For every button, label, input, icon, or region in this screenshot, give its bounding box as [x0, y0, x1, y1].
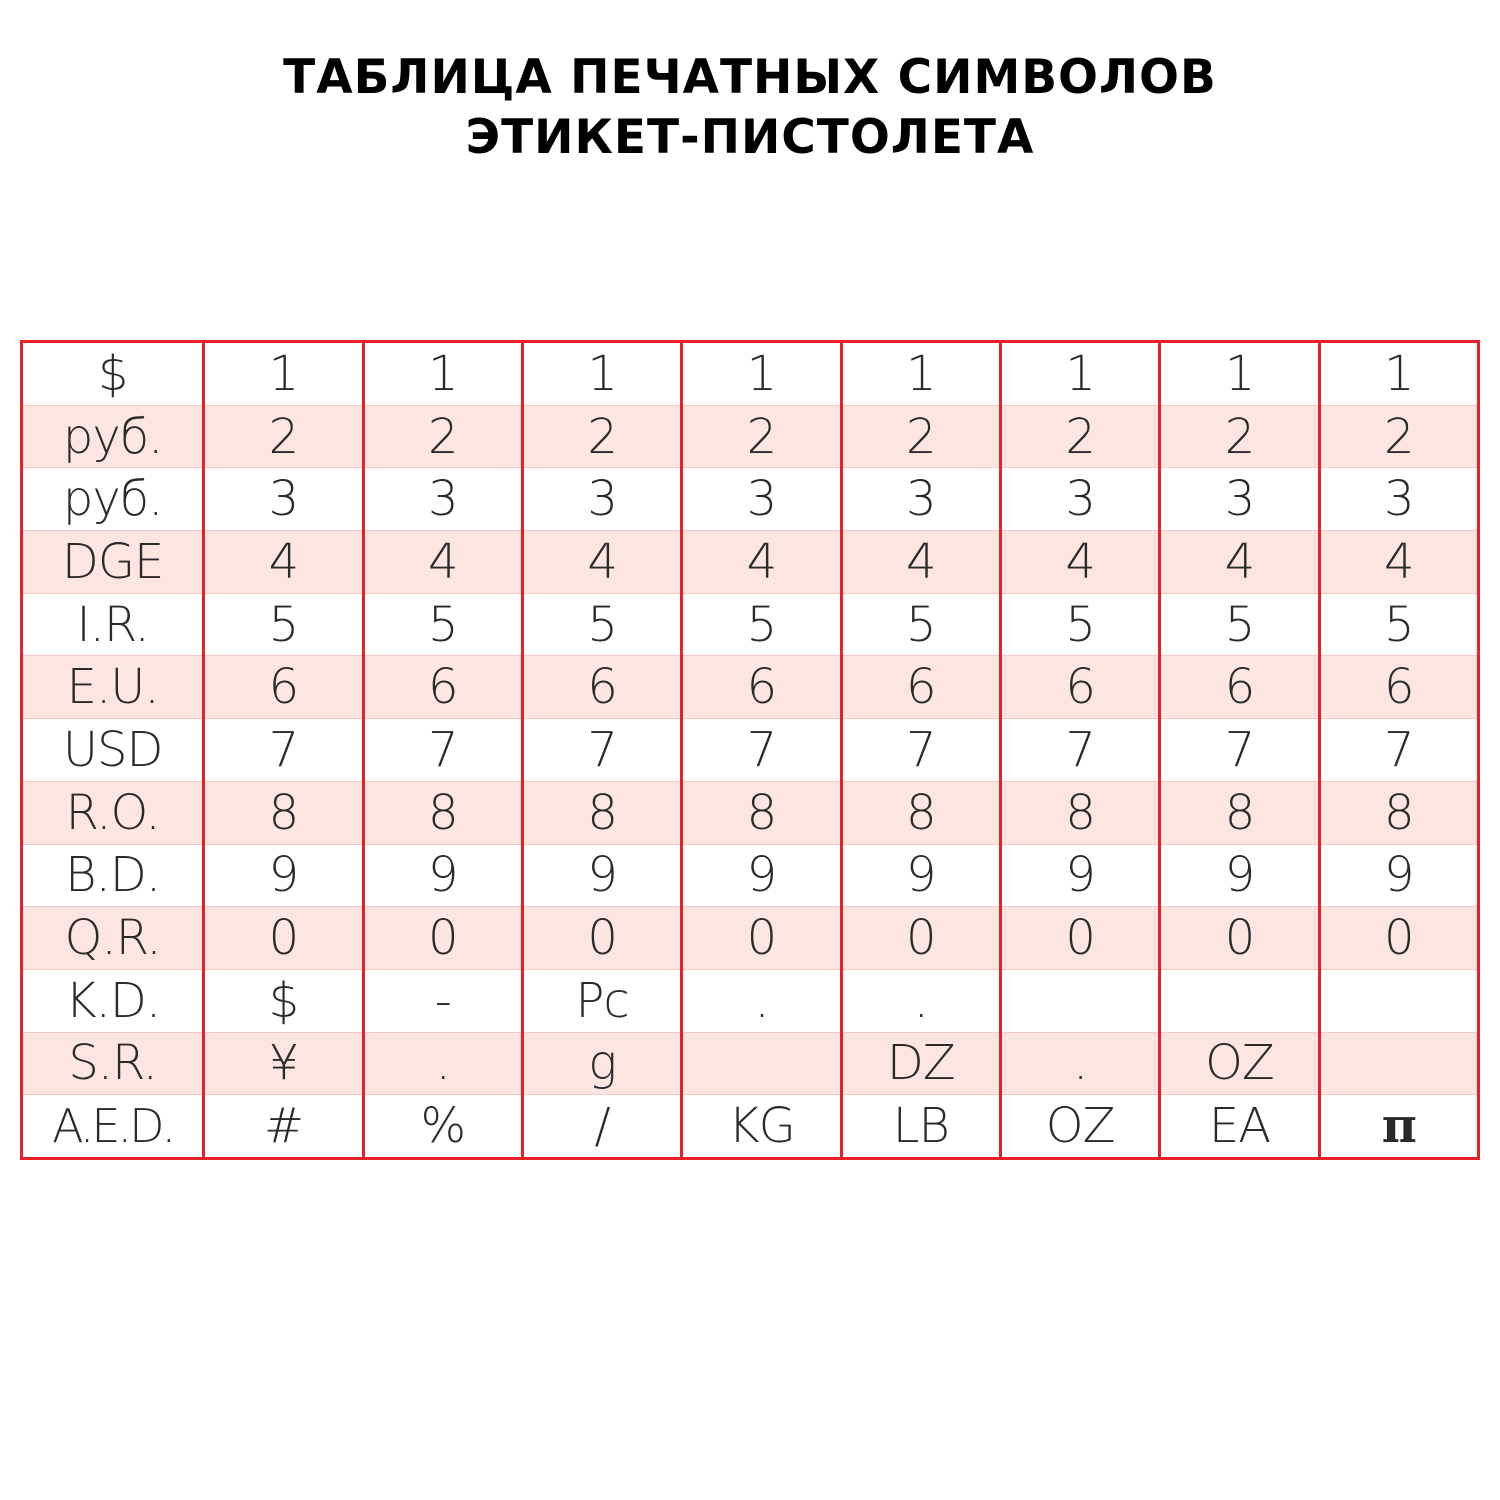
table-cell: 1 — [524, 343, 680, 406]
table-cell: 1 — [1321, 343, 1477, 406]
table-cell: $ — [23, 343, 202, 406]
table-cell — [1321, 970, 1477, 1033]
table-cell: π — [1381, 1098, 1416, 1155]
table-cell: 5 — [683, 594, 839, 657]
symbol-column-4 — [680, 343, 839, 1157]
table-cell: Q.R. — [23, 907, 202, 970]
table-cell: 9 — [1321, 845, 1477, 908]
table-cell: 8 — [1321, 782, 1477, 845]
table-cell: 7 — [205, 719, 361, 782]
table-cell: 6 — [683, 656, 839, 719]
table-cell: 1 — [365, 343, 521, 406]
table-cell: 7 — [1002, 719, 1158, 782]
table-cell: 0 — [524, 907, 680, 970]
table-cell: . — [843, 970, 999, 1033]
table-cell: 0 — [1161, 907, 1317, 970]
table-cell: 3 — [1321, 468, 1477, 531]
table-cell: DGE — [23, 531, 202, 594]
table-cell: руб. — [23, 406, 202, 469]
table-cell: 9 — [205, 845, 361, 908]
table-cell: - — [365, 970, 521, 1033]
table-cell: 3 — [683, 468, 839, 531]
table-cell: 0 — [683, 907, 839, 970]
table-cell: 6 — [843, 656, 999, 719]
table-cell: 5 — [524, 594, 680, 657]
table-cell: 2 — [1161, 406, 1317, 469]
table-cell: 5 — [1321, 594, 1477, 657]
table-cell: 2 — [524, 406, 680, 469]
table-cell: $ — [205, 970, 361, 1033]
table-cell: S.R. — [23, 1033, 202, 1096]
symbol-column-5 — [840, 343, 999, 1157]
table-cell: 3 — [365, 468, 521, 531]
table-cell: 7 — [683, 719, 839, 782]
table-cell: 4 — [1161, 531, 1317, 594]
table-cell: 4 — [365, 531, 521, 594]
table-cell: 7 — [524, 719, 680, 782]
symbol-table — [20, 340, 1480, 1160]
table-cell: 3 — [524, 468, 680, 531]
table-cell: 3 — [205, 468, 361, 531]
table-cell: 1 — [205, 343, 361, 406]
table-cell: A.E.D. — [52, 1099, 174, 1154]
table-cell: R.O. — [23, 782, 202, 845]
table-cell: 4 — [1002, 531, 1158, 594]
table-cell: 5 — [1002, 594, 1158, 657]
table-cell: 9 — [524, 845, 680, 908]
table-cell: 0 — [1321, 907, 1477, 970]
table-cell: . — [365, 1033, 521, 1096]
table-cell: 0 — [205, 907, 361, 970]
table-cell: 4 — [524, 531, 680, 594]
table-cell: 2 — [365, 406, 521, 469]
table-cell: 0 — [1002, 907, 1158, 970]
table-cell: % — [420, 1098, 466, 1155]
table-cell: 2 — [843, 406, 999, 469]
table-cell: 8 — [683, 782, 839, 845]
table-cell — [683, 1033, 839, 1096]
table-cell: 8 — [1161, 782, 1317, 845]
table-cell: 8 — [205, 782, 361, 845]
symbol-column-3 — [521, 343, 680, 1157]
table-cell: LB — [892, 1098, 949, 1155]
table-cell: 9 — [683, 845, 839, 908]
page-title-line-1: ТАБЛИЦА ПЕЧАТНЫХ СИМВОЛОВ — [283, 50, 1217, 105]
table-cell: 6 — [365, 656, 521, 719]
table-cell: 6 — [1321, 656, 1477, 719]
table-cell: 3 — [843, 468, 999, 531]
table-cell — [1321, 1033, 1477, 1096]
table-cell: 4 — [843, 531, 999, 594]
symbol-column-6 — [999, 343, 1158, 1157]
page-title-line-2: ЭТИКЕТ-ПИСТОЛЕТА — [465, 110, 1035, 165]
table-cell — [1002, 970, 1158, 1033]
table-cell: K.D. — [23, 970, 202, 1033]
table-cell: 1 — [683, 343, 839, 406]
table-cell: # — [263, 1098, 304, 1155]
table-cell: 6 — [205, 656, 361, 719]
table-cell: 9 — [365, 845, 521, 908]
table-cell: 9 — [1002, 845, 1158, 908]
table-cell: 4 — [1321, 531, 1477, 594]
table-cell: . — [683, 970, 839, 1033]
symbol-column-2 — [362, 343, 521, 1157]
table-cell: 5 — [365, 594, 521, 657]
table-cell: OZ — [1161, 1033, 1317, 1096]
table-cell: 4 — [205, 531, 361, 594]
table-cell: 5 — [843, 594, 999, 657]
table-cell: 6 — [1002, 656, 1158, 719]
table-cell: I.R. — [23, 594, 202, 657]
table-cell: 2 — [683, 406, 839, 469]
table-cell: OZ — [1045, 1098, 1115, 1155]
symbol-column-7 — [1158, 343, 1317, 1157]
table-cell: 9 — [1161, 845, 1317, 908]
table-cell: 7 — [365, 719, 521, 782]
table-cell: 3 — [1161, 468, 1317, 531]
table-cell: 4 — [683, 531, 839, 594]
table-cell: 2 — [1321, 406, 1477, 469]
table-cell: 6 — [524, 656, 680, 719]
table-cell: Pc — [524, 970, 680, 1033]
table-cell: EA — [1208, 1098, 1271, 1155]
table-cell — [1161, 970, 1317, 1033]
table-cell: E.U. — [23, 656, 202, 719]
table-cell: KG — [728, 1098, 795, 1155]
table-cell: 8 — [365, 782, 521, 845]
table-cell: 7 — [1321, 719, 1477, 782]
table-cell: 1 — [843, 343, 999, 406]
table-cell: . — [1002, 1033, 1158, 1096]
table-cell: 5 — [1161, 594, 1317, 657]
table-cell: 6 — [1161, 656, 1317, 719]
symbol-column-8 — [1318, 343, 1477, 1157]
table-cell: / — [594, 1098, 610, 1155]
table-cell: 1 — [1161, 343, 1317, 406]
label-column — [23, 343, 202, 1157]
table-cell: 7 — [843, 719, 999, 782]
table-cell: 8 — [843, 782, 999, 845]
table-cell: B.D. — [23, 845, 202, 908]
table-cell: 8 — [1002, 782, 1158, 845]
symbol-column-1 — [202, 343, 361, 1157]
table-cell: ¥ — [205, 1033, 361, 1096]
table-cell: 7 — [1161, 719, 1317, 782]
table-cell: 0 — [843, 907, 999, 970]
table-cell: USD — [23, 719, 202, 782]
page-title — [0, 48, 1500, 168]
table-cell: 2 — [1002, 406, 1158, 469]
table-cell: DZ — [843, 1033, 999, 1096]
table-cell: 8 — [524, 782, 680, 845]
table-cell: 9 — [843, 845, 999, 908]
table-cell: 3 — [1002, 468, 1158, 531]
table-cell: 0 — [365, 907, 521, 970]
table-cell: g — [524, 1033, 680, 1096]
table-cell: руб. — [23, 468, 202, 531]
table-cell: 2 — [205, 406, 361, 469]
table-cell: 1 — [1002, 343, 1158, 406]
table-cell: 5 — [205, 594, 361, 657]
